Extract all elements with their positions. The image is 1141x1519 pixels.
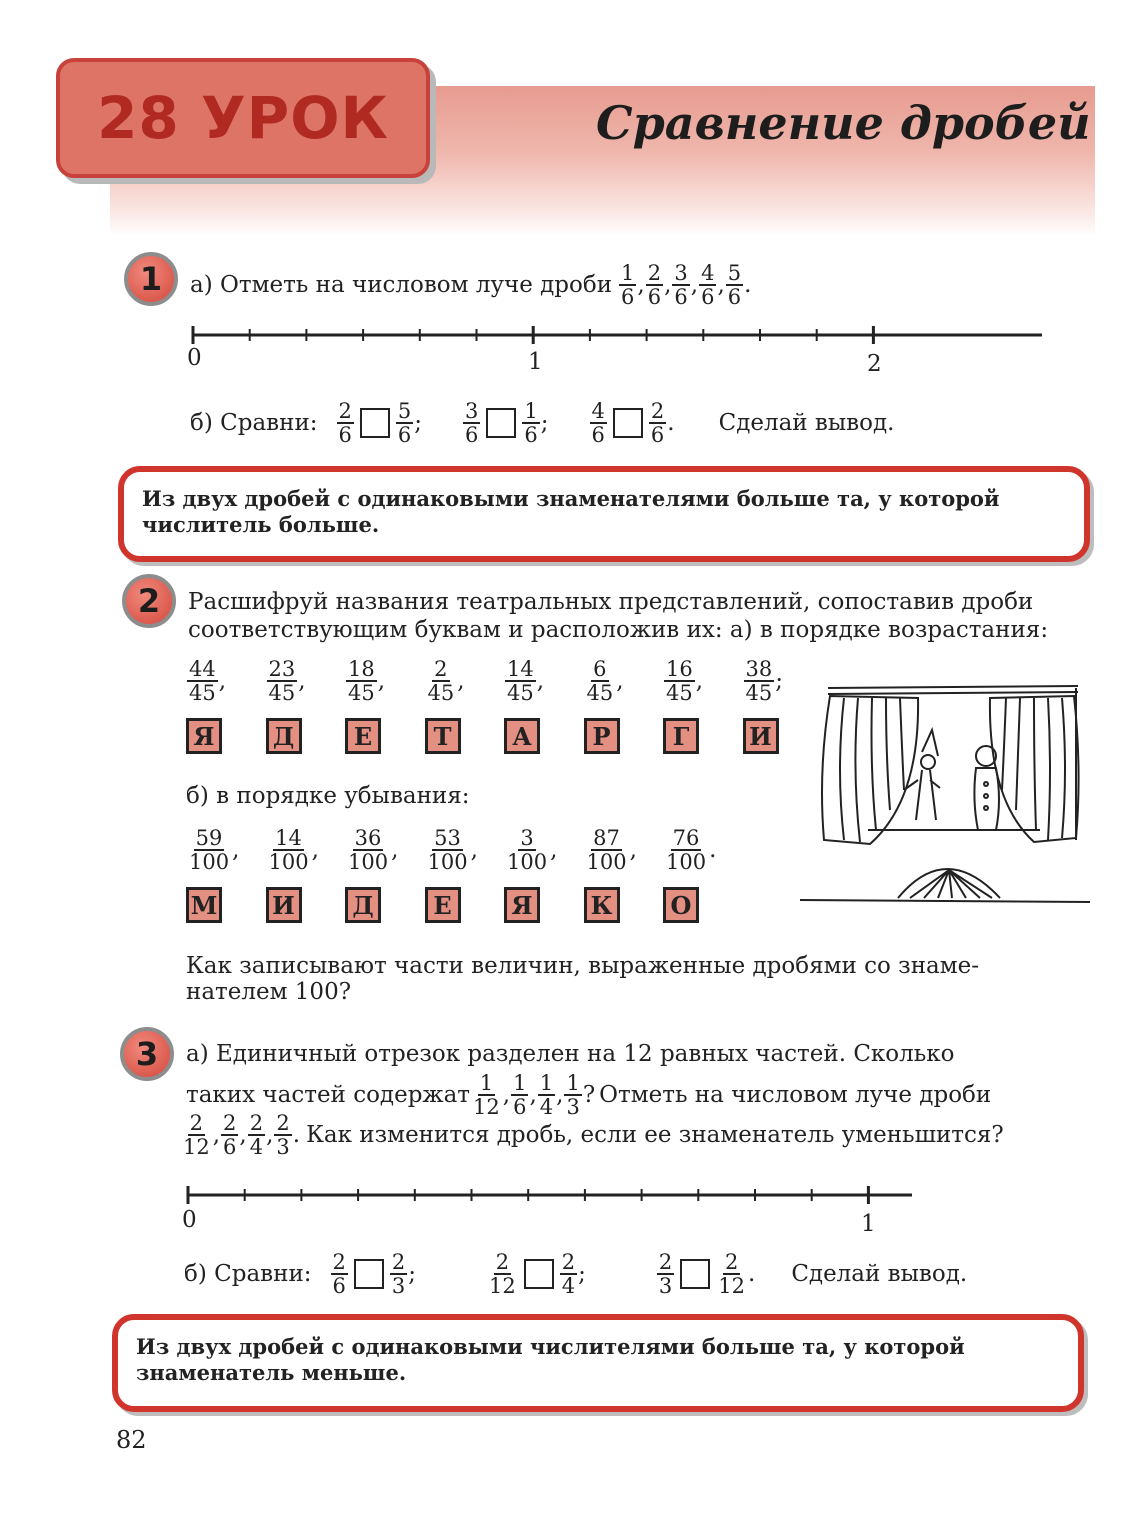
numerator: 2 <box>724 1250 739 1274</box>
punctuation: , <box>212 1122 221 1148</box>
denominator: 100 <box>586 850 627 874</box>
numerator: 1 <box>621 261 635 285</box>
answer-box[interactable] <box>486 408 516 438</box>
fraction-letter-pair <box>663 658 703 754</box>
task3-line3-end: Как изменится дробь, если ее знаменатель уменьшится? <box>306 1122 1004 1148</box>
punctuation: ; <box>775 668 783 694</box>
numerator: 14 <box>275 826 302 850</box>
numerator: 4 <box>701 261 715 285</box>
fraction <box>487 1251 518 1297</box>
punctuation: , <box>311 837 319 863</box>
punctuation: ; <box>408 1261 417 1287</box>
theatre-illustration <box>800 680 1092 906</box>
numerator: 23 <box>268 657 296 681</box>
fraction <box>267 827 311 873</box>
numerator: 1 <box>524 399 538 423</box>
numerator: 2 <box>223 1111 237 1135</box>
comparison <box>462 400 549 446</box>
page-title: Сравнение дробей <box>596 96 1091 150</box>
denominator: 6 <box>332 1274 346 1298</box>
fraction-letter-pair <box>345 658 385 754</box>
task1-part-a-text: а) Отметь на числовом луче дроби <box>190 272 613 298</box>
denominator: 6 <box>223 1135 237 1159</box>
fraction-letter-pair <box>186 827 239 923</box>
task1-part-b-label: б) Сравни: <box>190 410 318 436</box>
fraction <box>726 262 743 308</box>
numerator: 16 <box>666 657 693 681</box>
denominator: 45 <box>427 681 455 705</box>
comparison <box>656 1251 755 1297</box>
denominator: 6 <box>674 285 688 309</box>
fraction-letter-pair <box>266 658 306 754</box>
denominator: 45 <box>348 681 375 705</box>
fraction <box>187 658 218 704</box>
fraction <box>426 827 470 873</box>
fraction <box>390 1251 407 1297</box>
punctuation: , <box>529 1082 537 1108</box>
numerator: 87 <box>593 826 620 850</box>
denominator: 100 <box>268 850 309 874</box>
task1-part-b <box>190 395 894 451</box>
task1-conclusion: Сделай вывод. <box>718 410 895 436</box>
punctuation: . <box>709 837 717 863</box>
denominator: 100 <box>427 850 468 874</box>
numerator: 44 <box>189 657 216 681</box>
punctuation: . <box>292 1122 301 1148</box>
fraction-letter-pair <box>584 827 637 923</box>
numerator: 6 <box>593 657 607 681</box>
letter-card: А <box>504 718 540 754</box>
punctuation: , <box>502 1082 511 1108</box>
numerator: 2 <box>647 261 662 285</box>
denominator: 45 <box>666 681 693 705</box>
punctuation: , <box>637 272 645 298</box>
punctuation: , <box>218 668 227 694</box>
denominator: 6 <box>338 423 352 447</box>
denominator: 3 <box>658 1274 673 1298</box>
numerator: 14 <box>507 657 534 681</box>
denominator: 12 <box>473 1095 500 1119</box>
fraction <box>267 658 298 704</box>
task1-comparisons <box>336 400 675 446</box>
denominator: 100 <box>189 850 230 874</box>
numerator: 2 <box>650 399 665 423</box>
ray1-label-2: 2 <box>867 351 882 377</box>
numerator: 38 <box>745 657 773 681</box>
denominator: 100 <box>507 850 548 874</box>
denominator: 100 <box>348 850 389 874</box>
task2-line2: соответствующим буквам и расположив их: а) в порядке возрастания: <box>188 617 1049 643</box>
numerator: 2 <box>658 1250 673 1274</box>
fraction <box>699 262 716 308</box>
task3-line1: а) Единичный отрезок разделен на 12 равных частей. Сколько <box>186 1041 955 1067</box>
numerator: 1 <box>479 1071 494 1095</box>
punctuation: ; <box>540 410 549 436</box>
fraction <box>346 658 377 704</box>
fraction <box>505 827 549 873</box>
numerator: 2 <box>189 1111 204 1135</box>
numerator: 3 <box>520 826 534 850</box>
punctuation: , <box>695 668 704 694</box>
punctuation: , <box>550 837 558 863</box>
punctuation: , <box>457 668 465 694</box>
denominator: 4 <box>539 1095 554 1119</box>
denominator: 3 <box>391 1274 406 1298</box>
denominator: 12 <box>489 1274 516 1298</box>
fraction <box>560 1251 577 1297</box>
numerator: 53 <box>434 826 461 850</box>
task2-question-line1: Как записывают части величин, выраженные дробями со знаме- <box>186 953 980 979</box>
numerator: 2 <box>338 399 352 423</box>
numerator: 5 <box>727 261 742 285</box>
numerator: 2 <box>434 657 448 681</box>
letter-card: Т <box>425 718 461 754</box>
punctuation: , <box>470 837 478 863</box>
denominator: 3 <box>276 1135 290 1159</box>
numerator: 4 <box>591 399 605 423</box>
comparison <box>589 400 675 446</box>
fraction <box>744 658 775 704</box>
letter-card: Р <box>584 718 620 754</box>
punctuation: . <box>748 1261 756 1287</box>
denominator: 6 <box>701 285 715 309</box>
ray2-label-1: 1 <box>861 1211 876 1237</box>
fraction-letter-pair <box>504 658 544 754</box>
task-number-2: 2 <box>122 574 176 628</box>
denominator: 6 <box>524 423 538 447</box>
numerator: 2 <box>495 1250 510 1274</box>
fraction <box>716 1251 747 1297</box>
punctuation: ? <box>582 1082 596 1108</box>
task-number-3: 3 <box>120 1027 174 1081</box>
fraction-letter-pair <box>425 658 465 754</box>
number-ray-2 <box>180 1182 920 1222</box>
task2-question-line2: нателем 100? <box>186 979 352 1005</box>
rule1-line1: Из двух дробей с одинаковыми знаменателями больше та, у которой <box>142 486 1000 511</box>
ray1-label-1: 1 <box>528 349 543 375</box>
denominator: 6 <box>621 285 635 309</box>
punctuation: , <box>536 668 545 694</box>
denominator: 45 <box>507 681 534 705</box>
letter-card: Я <box>186 718 222 754</box>
fraction <box>619 262 636 308</box>
numerator: 2 <box>561 1250 576 1274</box>
rule-box-1 <box>118 466 1090 562</box>
fraction <box>274 1112 291 1158</box>
task3-line3-fractions <box>180 1112 300 1158</box>
denominator: 4 <box>249 1135 264 1159</box>
task1-fractions <box>618 262 751 308</box>
task2-line1: Расшифруй названия театральных представлений, сопоставив дроби <box>188 589 1034 615</box>
letter-card: И <box>743 718 779 754</box>
fraction-letter-pair <box>743 658 783 754</box>
rule2-line2: знаменатель меньше. <box>136 1360 407 1385</box>
punctuation: , <box>377 668 386 694</box>
fraction <box>187 827 231 873</box>
fraction-letter-pair <box>345 827 398 923</box>
letter-card: Е <box>345 718 381 754</box>
answer-box[interactable] <box>524 1259 554 1289</box>
comparison <box>486 1251 586 1297</box>
fraction <box>522 400 539 446</box>
denominator: 100 <box>666 850 707 874</box>
punctuation: , <box>664 272 672 298</box>
number-ray-1 <box>185 318 1055 378</box>
numerator: 2 <box>391 1250 406 1274</box>
ray1-label-0: 0 <box>187 345 202 371</box>
punctuation: , <box>266 1122 274 1148</box>
page-number: 82 <box>116 1426 147 1454</box>
punctuation: , <box>690 272 699 298</box>
numerator: 3 <box>674 261 688 285</box>
fraction <box>505 658 536 704</box>
task-number-1: 1 <box>124 252 178 306</box>
denominator: 12 <box>718 1274 745 1298</box>
numerator: 18 <box>348 657 375 681</box>
denominator: 6 <box>647 285 662 309</box>
fraction <box>463 400 480 446</box>
letter-card: Я <box>504 887 540 923</box>
numerator: 1 <box>566 1071 580 1095</box>
task3-line2-end: Отметь на числовом луче дроби <box>599 1082 992 1108</box>
fraction <box>346 827 390 873</box>
ray2-label-0: 0 <box>182 1207 197 1233</box>
rule2-line1: Из двух дробей с одинаковыми числителями больше та, у которой <box>136 1334 965 1359</box>
comparison <box>336 400 423 446</box>
numerator: 59 <box>195 826 223 850</box>
punctuation: , <box>391 837 399 863</box>
numerator: 2 <box>332 1250 346 1274</box>
fraction <box>646 262 663 308</box>
fraction <box>657 1251 674 1297</box>
denominator: 3 <box>566 1095 580 1119</box>
letter-card: Е <box>425 887 461 923</box>
fraction <box>664 827 708 873</box>
punctuation: , <box>232 837 240 863</box>
letter-card: И <box>266 887 302 923</box>
fraction-letter-pair <box>425 827 478 923</box>
fraction <box>672 262 689 308</box>
fraction <box>181 1112 212 1158</box>
letter-card: К <box>584 887 620 923</box>
letter-card: Д <box>345 887 381 923</box>
punctuation: , <box>556 1082 564 1108</box>
numerator: 5 <box>397 399 412 423</box>
denominator: 45 <box>189 681 216 705</box>
fraction <box>590 400 607 446</box>
punctuation: . <box>744 272 752 298</box>
denominator: 6 <box>591 423 605 447</box>
comparison <box>330 1251 417 1297</box>
rule1-line2: числитель больше. <box>142 512 380 537</box>
answer-box[interactable] <box>613 408 643 438</box>
fraction <box>248 1112 265 1158</box>
denominator: 4 <box>561 1274 576 1298</box>
numerator: 36 <box>354 826 382 850</box>
letter-card: Д <box>266 718 302 754</box>
fraction <box>649 400 666 446</box>
denominator: 12 <box>183 1135 210 1159</box>
fraction <box>337 400 354 446</box>
numerator: 3 <box>465 399 479 423</box>
fraction-letter-pair <box>663 827 716 923</box>
task3-line3 <box>180 1110 1004 1160</box>
answer-box[interactable] <box>360 408 390 438</box>
task2-part-b-label: б) в порядке убывания: <box>186 783 470 809</box>
fraction-letter-pair <box>266 827 319 923</box>
denominator: 6 <box>465 423 479 447</box>
punctuation: ; <box>414 410 423 436</box>
letter-card: Г <box>663 718 699 754</box>
denominator: 45 <box>268 681 296 705</box>
answer-box[interactable] <box>680 1259 710 1289</box>
numerator: 2 <box>276 1111 290 1135</box>
fraction <box>585 827 629 873</box>
denominator: 6 <box>513 1095 527 1119</box>
fraction-letter-pair <box>186 658 226 754</box>
fraction <box>585 658 616 704</box>
rule-box-2 <box>112 1314 1084 1412</box>
fraction <box>664 658 695 704</box>
punctuation: ; <box>578 1261 586 1287</box>
task3-comparisons <box>330 1251 756 1297</box>
punctuation: , <box>239 1122 247 1148</box>
fraction <box>331 1251 348 1297</box>
punctuation: , <box>717 272 725 298</box>
punctuation: . <box>667 410 675 436</box>
fraction-letter-pair <box>504 827 557 923</box>
denominator: 45 <box>586 681 614 705</box>
letter-card: М <box>186 887 222 923</box>
numerator: 1 <box>513 1071 527 1095</box>
lesson-badge: 28 УРОК <box>56 58 430 178</box>
numerator: 1 <box>539 1071 554 1095</box>
task3-line2-start: таких частей содержат <box>186 1082 471 1108</box>
fraction-letter-pair <box>584 658 624 754</box>
letter-card: О <box>663 887 699 923</box>
task3-part-b-label: б) Сравни: <box>184 1261 312 1287</box>
denominator: 6 <box>650 423 665 447</box>
denominator: 6 <box>727 285 742 309</box>
punctuation: , <box>298 668 306 694</box>
punctuation: , <box>616 668 624 694</box>
fraction <box>426 658 457 704</box>
denominator: 45 <box>745 681 773 705</box>
task1-part-a <box>190 262 751 308</box>
denominator: 6 <box>397 423 412 447</box>
numerator: 2 <box>249 1111 264 1135</box>
answer-box[interactable] <box>354 1259 384 1289</box>
task3-conclusion: Сделай вывод. <box>791 1261 968 1287</box>
numerator: 76 <box>672 826 700 850</box>
fraction <box>396 400 413 446</box>
punctuation: , <box>629 837 637 863</box>
task3-part-b <box>184 1246 967 1302</box>
fraction <box>221 1112 238 1158</box>
